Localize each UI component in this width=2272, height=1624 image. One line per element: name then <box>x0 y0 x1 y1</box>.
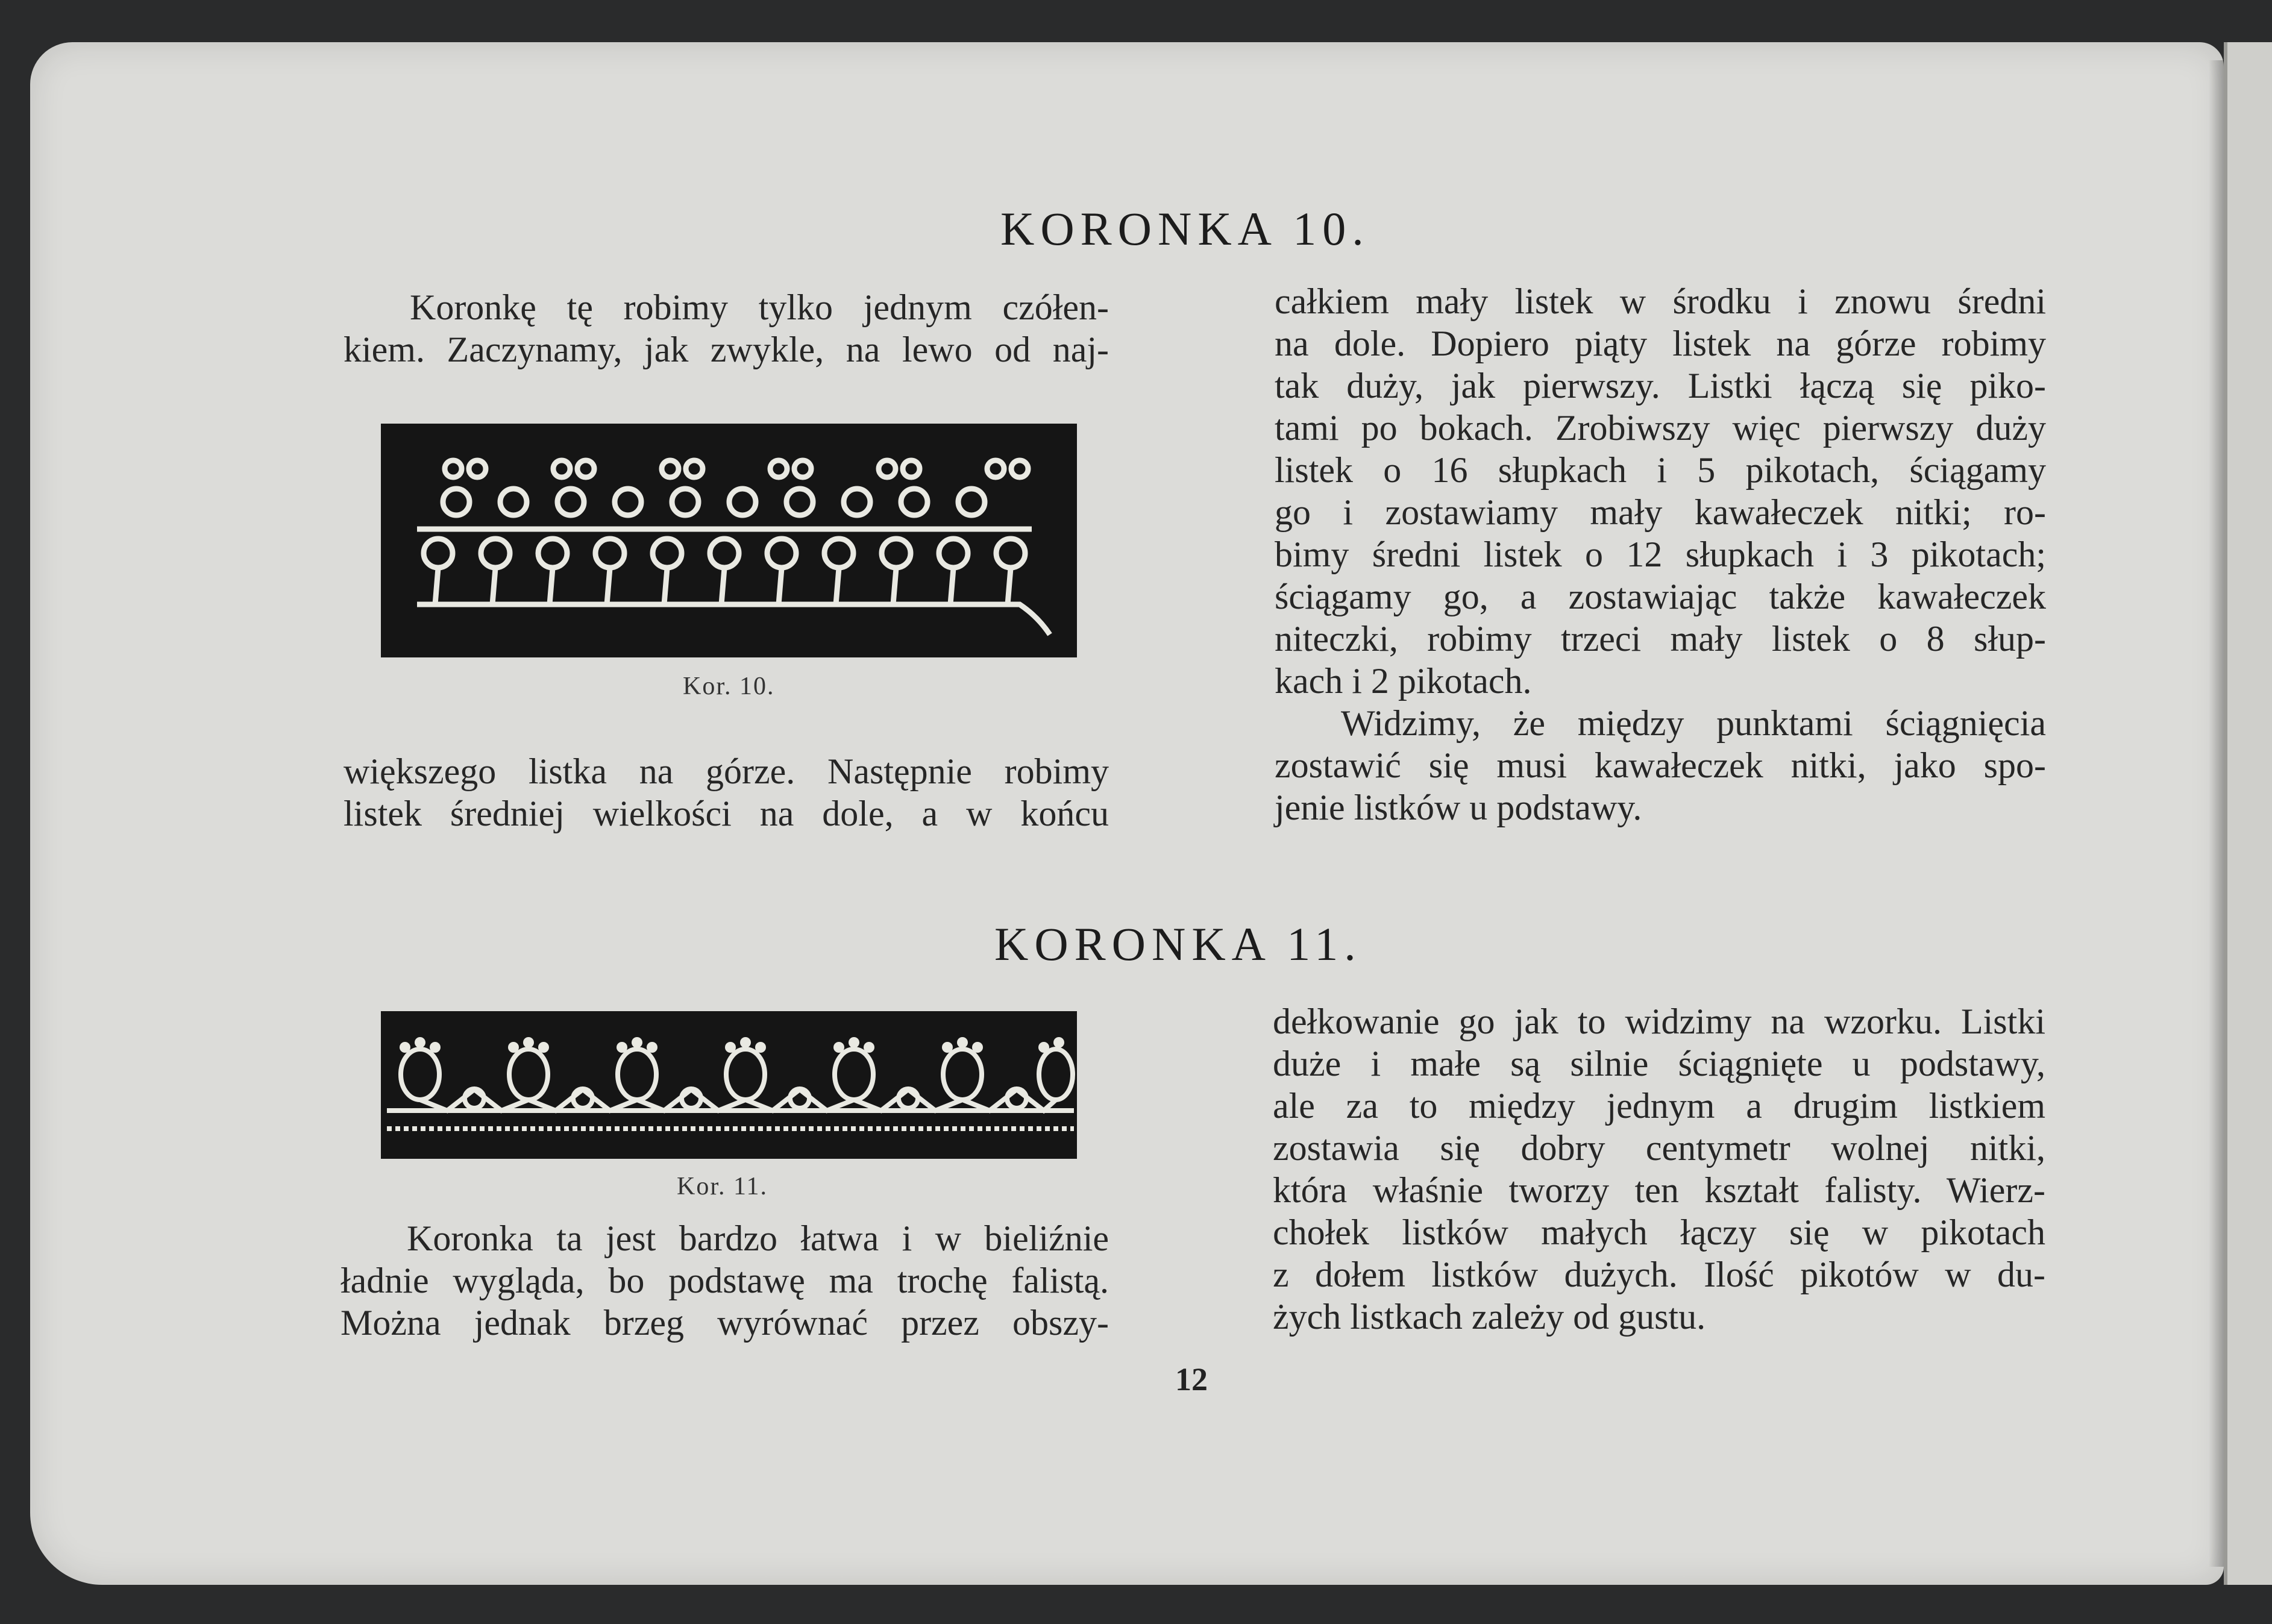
k11-left-text: Koronka ta jest bardzo łatwa i w bieliźnie ładnie wygląda, bo podstawę ma trochę falistą. Można jednak brzeg wyrównać przez obszy- <box>340 1218 1109 1343</box>
heading-koronka-11: KORONKA 11. <box>994 918 1362 970</box>
caption-kor-11: Kor. 11. <box>677 1173 768 1200</box>
next-page-edge <box>2224 42 2272 1585</box>
heading-koronka-10: KORONKA 10. <box>1000 202 1370 255</box>
caption-kor-10: Kor. 10. <box>683 672 775 700</box>
lace-photo-kor-10 <box>381 424 1077 657</box>
page-fold-shadow <box>2209 60 2224 1567</box>
lace-photo-kor-11 <box>381 1011 1077 1159</box>
k10-left-bottom-text: większego listka na górze. Następnie robimy listek średniej wielkości na dole, a w końcu <box>344 751 1109 833</box>
k10-right-text: całkiem mały listek w środku i znowu średni na dole. Dopiero piąty listek na górze robimy tak duży, jak pierwszy. Listki łączą się piko- tami po bokach. Zrobiwszy więc pierwszy duży listek o 16 słupkach i 5 pikotach, ściągamy go i zostawiamy mały kawałeczek nitki; ro- bimy średni listek o 12 słupkach i 3 pikotach; ściągamy go, a zostawiając także kawałeczek niteczki, robimy trzeci mały listek o 8 słup- kach i 2 pikotach. Widzimy, że między punktami ściągnięcia zostawić się musi kawałeczek nitki, jako spo- jenie listków u podstawy. <box>1275 281 2046 827</box>
k11-right-text: dełkowanie go jak to widzimy na wzorku. Listki duże i małe są silnie ściągnięte u podstawy, ale za to między jednym a drugim listkiem zostawia się dobry centymetr wolnej nitki, która właśnie tworzy ten kształt falisty. Wierz- chołek listków małych łączy się w pikotach z dołem listków dużych. Ilość pikotów w du- żych listkach zależy od gustu. <box>1273 1002 2045 1337</box>
k10-left-top-text: Koronkę tę robimy tylko jednym czółen- kiem. Zaczynamy, jak zwykle, na lewo od naj- <box>344 287 1109 369</box>
page-number: 12 <box>1175 1361 1208 1397</box>
